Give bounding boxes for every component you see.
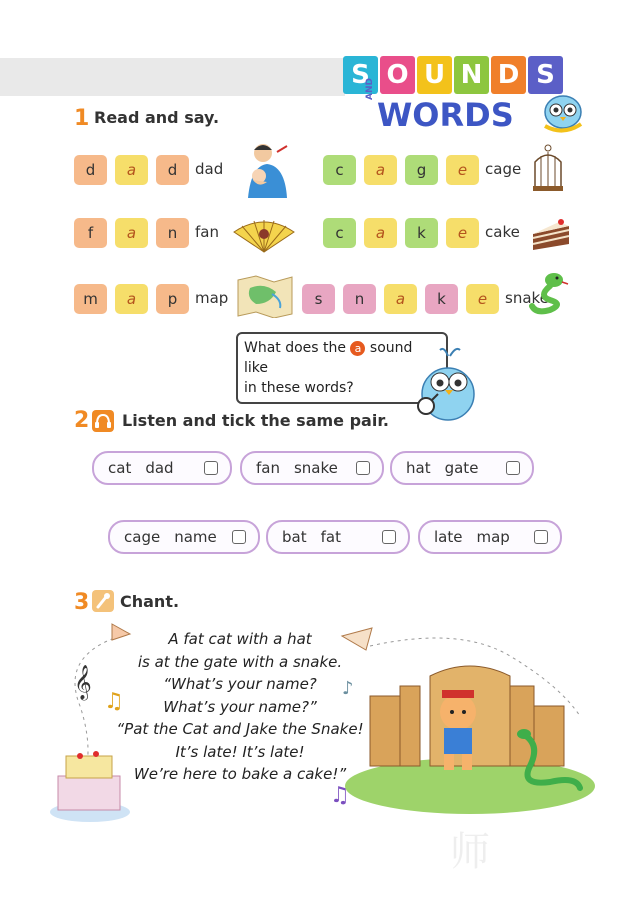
letter-tile: n <box>156 218 189 248</box>
letter-tile: c <box>323 155 356 185</box>
chant-line: It’s late! It’s late! <box>175 742 305 761</box>
word-pair-option[interactable] <box>92 451 232 485</box>
chant-line: We’re here to bake a cake!” <box>133 765 347 783</box>
section-3-title: Chant. <box>120 592 180 611</box>
tick-checkbox[interactable] <box>356 461 370 475</box>
letter-tile: a <box>115 218 148 248</box>
pair-word-1: hat <box>406 459 431 477</box>
word-pair-option[interactable] <box>390 451 534 485</box>
letter-tile: d <box>74 155 107 185</box>
word-pair-option[interactable] <box>108 520 260 554</box>
letter-tile: s <box>302 284 335 314</box>
chant-text <box>100 628 380 786</box>
question-line-2: in these words? <box>244 380 354 396</box>
chant-line: What’s your name?” <box>163 697 317 716</box>
word-pair-option[interactable] <box>240 451 384 485</box>
pair-word-2: snake <box>293 459 338 477</box>
section-3-number: 3 <box>74 590 90 615</box>
word-cake: cake <box>485 223 520 241</box>
music-note-icon: ♫ <box>104 689 124 714</box>
map-picture <box>236 274 294 318</box>
pair-word-2: fat <box>320 528 341 546</box>
pair-word-1: cage <box>124 528 161 546</box>
letter-tile: d <box>156 155 189 185</box>
letter-tile: p <box>156 284 189 314</box>
header-band <box>0 58 345 96</box>
dad-holding-baby-picture <box>243 140 293 200</box>
chant-line: is at the gate with a snake. <box>137 652 343 671</box>
tick-checkbox[interactable] <box>204 461 218 475</box>
chant-line: “Pat the Cat and Jake the Snake! <box>116 720 364 738</box>
letter-tile: k <box>405 218 438 248</box>
green-snake-picture <box>528 270 572 318</box>
tick-checkbox[interactable] <box>534 530 548 544</box>
letter-tile: a <box>115 284 148 314</box>
tick-checkbox[interactable] <box>506 461 520 475</box>
owl-logo-icon <box>539 86 589 136</box>
letter-tile: a <box>364 218 397 248</box>
pair-word-2: dad <box>145 459 174 477</box>
word-pair-option[interactable] <box>418 520 562 554</box>
logo-letter-d: D <box>491 56 526 94</box>
letter-tile: e <box>446 218 479 248</box>
question-before: What does the <box>244 340 351 356</box>
word-pair-option[interactable] <box>266 520 410 554</box>
headphones-icon <box>92 410 114 432</box>
pair-word-1: late <box>434 528 463 546</box>
logo-and: AND <box>365 78 375 100</box>
music-note-icon-2: ♪ <box>342 678 354 699</box>
tick-checkbox[interactable] <box>232 530 246 544</box>
letter-tile: e <box>466 284 499 314</box>
logo-letter-s: S <box>343 56 378 94</box>
section-1-title: Read and say. <box>94 108 220 127</box>
letter-tile: e <box>446 155 479 185</box>
section-1-number: 1 <box>74 106 90 131</box>
logo-words: WORDS <box>377 96 514 134</box>
letter-tile: k <box>425 284 458 314</box>
question-letter-badge: a <box>350 341 365 356</box>
letter-tile: m <box>74 284 107 314</box>
paper-fan-picture <box>232 218 296 254</box>
question-after: sound like <box>244 340 413 376</box>
chant-line: “What’s your name? <box>163 675 317 693</box>
section-2-title: Listen and tick the same pair. <box>122 411 389 430</box>
pair-word-1: bat <box>282 528 307 546</box>
letter-tile: f <box>74 218 107 248</box>
pair-word-2: name <box>174 528 217 546</box>
section-2-number: 2 <box>74 408 90 433</box>
pair-word-1: fan <box>256 459 280 477</box>
watermark: 师 <box>450 829 490 875</box>
owl-magnifier-mascot-icon <box>404 344 488 426</box>
sounds-and-words-logo <box>343 56 583 136</box>
music-note-icon-3: ♫ <box>330 783 350 808</box>
logo-letter-n: N <box>454 56 489 94</box>
letter-tile: a <box>364 155 397 185</box>
word-cage: cage <box>485 160 522 178</box>
microphone-icon <box>92 590 114 612</box>
letter-tile: a <box>115 155 148 185</box>
logo-letter-u: U <box>417 56 452 94</box>
letter-tile: n <box>343 284 376 314</box>
logo-letter-o: O <box>380 56 415 94</box>
letter-tile: g <box>405 155 438 185</box>
pair-word-1: cat <box>108 459 132 477</box>
cake-slice-picture <box>529 216 573 252</box>
pair-word-2: map <box>476 528 510 546</box>
chant-line: A fat cat with a hat <box>168 630 312 648</box>
word-map: map <box>195 289 229 307</box>
word-snake: snake <box>505 289 549 307</box>
logo-letter-s: S <box>528 56 563 94</box>
treble-clef-icon: 𝄞 <box>74 665 92 700</box>
pair-word-2: gate <box>444 459 479 477</box>
letter-tile: a <box>384 284 417 314</box>
bird-cage-picture <box>531 144 565 194</box>
word-dad: dad <box>195 160 224 178</box>
letter-tile: c <box>323 218 356 248</box>
tick-checkbox[interactable] <box>382 530 396 544</box>
word-fan: fan <box>195 223 219 241</box>
